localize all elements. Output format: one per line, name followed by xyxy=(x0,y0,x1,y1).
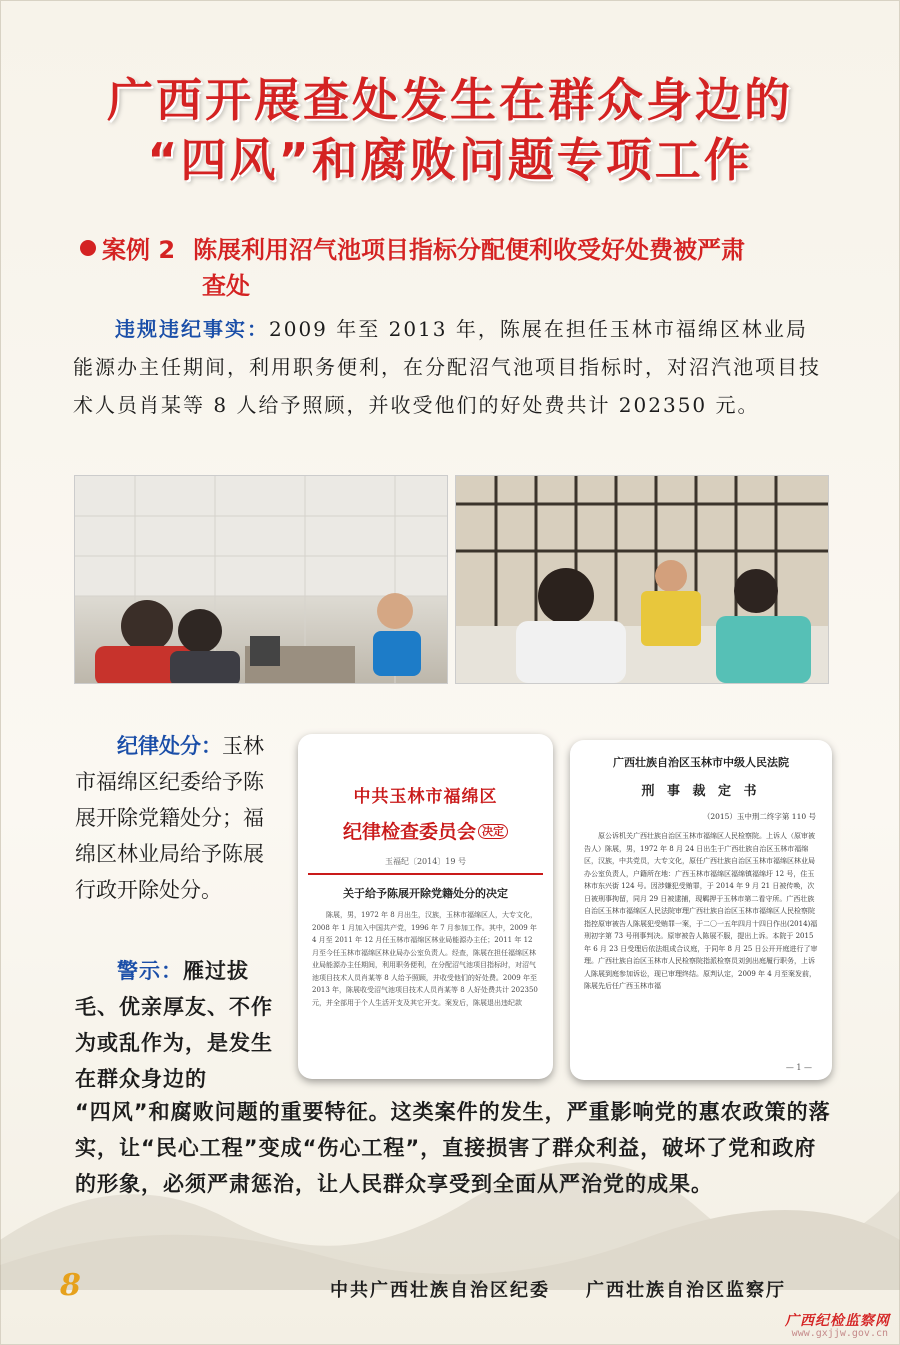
interview-photo-right xyxy=(455,475,829,684)
verdict-doc-number: （2015）玉中刑二终字第 110 号 xyxy=(702,812,816,821)
footer-org-1: 中共广西壮族自治区纪委 xyxy=(330,1280,550,1301)
warning-paragraph-side xyxy=(75,953,275,1097)
verdict-doc-title: 刑 事 裁 定 书 xyxy=(641,784,761,799)
watermark-site-name: 广西纪检监察网 xyxy=(785,1313,890,1329)
decision-org-name: 纪律检查委员会 xyxy=(342,821,476,843)
facts-paragraph xyxy=(73,310,828,424)
decision-doc-number: 玉福纪〔2014〕19 号 xyxy=(384,857,467,866)
decision-doc-title: 关于给予陈展开除党籍处分的决定 xyxy=(343,887,508,900)
interview-room-photo xyxy=(75,476,447,683)
watermark-url: www.gxjjw.gov.cn xyxy=(791,1328,888,1339)
interview-photo-left xyxy=(74,475,448,684)
page-number: 8 xyxy=(60,1268,81,1303)
discipline-decision-document xyxy=(298,734,553,1079)
decision-body-text: 陈展，男，1972 年 8 月出生，汉族，玉林市福绵区人，大专文化，2008 年 1 月加入中国共产党，1996 年 7 月参加工作。其中，2009 年 4 月至 2011 年 12 月任玉林市福绵区林业局能源办主任；2011 年 12 月至今任玉林市福绵区林业局办公室负责人。经查，陈展在担任福绵区林业局能源办主任期间，利用职务便利，在分配沼气池项目指标时，对沼气池项目技术人员肖某等 8 人给予照顾，并收受他们的好处费。2009 年至 2013 年，陈展收受沼气池项目技术人员肖某等 8 人好处费共计 202350 元，并全部用于个人生活开支及其它开支。案发后，陈展退出违纪款 xyxy=(312,911,538,1007)
page-title xyxy=(40,70,860,190)
decision-org-line-1: 中共玉林市福绵区 xyxy=(353,787,498,807)
title-line-1: 广西开展查处发生在群众身边的 xyxy=(107,73,793,127)
discipline-paragraph xyxy=(75,728,275,908)
decision-org-line-2 xyxy=(298,817,553,844)
case-heading xyxy=(80,232,840,304)
detention-room-photo xyxy=(456,476,828,683)
verdict-page-number: — 1 — xyxy=(785,1063,812,1072)
title-line-2: “四风”和腐败问题专项工作 xyxy=(147,133,753,187)
discipline-label: 纪律处分： xyxy=(117,734,222,758)
warning-label: 警示： xyxy=(117,959,183,983)
court-verdict-document xyxy=(570,740,832,1080)
verdict-body-text: 原公诉机关广西壮族自治区玉林市福绵区人民检察院。上诉人（原审被告人）陈展，男，1972 年 8 月 24 日出生于广西壮族自治区玉林市福绵区，汉族，中共党员，大专文化，原任广西壮族自治区玉林市福绵区林业局办公室负责人，户籍所在地：广西玉林市福绵区福绵镇福绵圩 12 号，住玉林市东兴街 124 号。因涉嫌犯受贿罪，于 2014 年 9 月 21 日被传唤，次日被刑事拘留，同月 29 日被逮捕，现羁押于玉林市第二看守所。广西壮族自治区玉林市福绵区人民法院审理广西壮族自治区玉林市福绵区人民检察院指控原审被告人陈展犯受贿罪一案，于二〇一五年四月十四日作出(2014)福刑初字第 73 号刑事判决。原审被告人陈展不服，提出上诉。本院于 2015 年 6 月 23 日受理后依法组成合议庭，于同年 8 月 25 日公开开庭进行了审理。广西壮族自治区玉林市人民检察院指派检察员刘剑出庭履行职务，上诉人陈展到庭参加诉讼，现已审理终结。原判认定，2009 年 4 月至案发前，陈展先后任广西玉林市福 xyxy=(584,832,818,990)
facts-text: 2009 年至 2013 年，陈展在担任玉林市福绵区林业局能源办主任期间，利用职务便利，在分配沼气池项目指标时，对沼汽池项目技术人员肖某等 8 人给予照顾，并收受他们的好处费共计 202350 元。 xyxy=(73,317,821,417)
verdict-court-name: 广西壮族自治区玉林市中级人民法院 xyxy=(613,756,789,769)
case-number: 案例 2 xyxy=(102,236,176,264)
decision-red-divider xyxy=(308,873,543,875)
decision-tag: 决定 xyxy=(478,824,508,839)
footer-publisher xyxy=(330,1276,850,1302)
discipline-text: 玉林市福绵区纪委给予陈展开除党籍处分；福绵区林业局给予陈展行政开除处分。 xyxy=(75,734,264,902)
warning-text-side: 雁过拔毛、优亲厚友、不作为或乱作为，是发生在群众身边的 xyxy=(75,959,273,1091)
case-heading-line-2: 查处 xyxy=(202,272,250,300)
warning-text-rest: “四风”和腐败问题的重要特征。这类案件的发生，严重影响党的惠农政策的落实，让“民心工程”变成“伤心工程”，直接损害了群众利益，破坏了党和政府的形象，必须严肃惩治，让人民群众享受到全面从严治党的成果。 xyxy=(75,1100,831,1196)
case-heading-line-1: 陈展利用沼气池项目指标分配便利收受好处费被严肃 xyxy=(193,236,746,264)
bullet-dot-icon xyxy=(80,240,96,256)
footer-org-2: 广西壮族自治区监察厅 xyxy=(586,1280,786,1301)
facts-label: 违规违纪事实： xyxy=(115,317,269,341)
